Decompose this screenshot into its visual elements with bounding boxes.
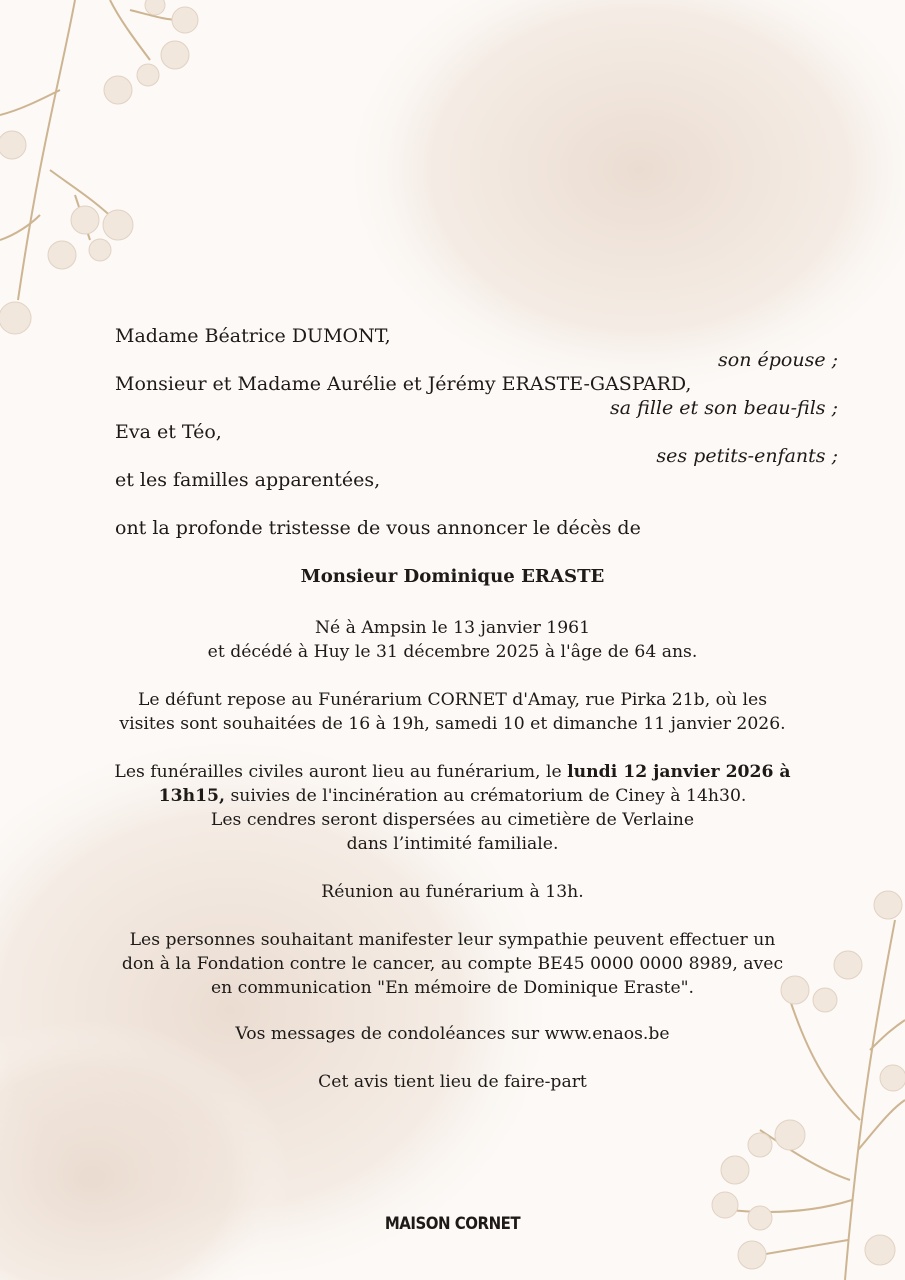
ashes-line-1: Les cendres seront dispersées au cimetière de Verlaine [210,810,695,830]
funeral-text-post: suivies de l'incinération au crématorium de Ciney à 14h30. [225,786,747,806]
relation-spouse: son épouse ; [718,349,838,371]
brand-logo: MAISON CORNET [384,1212,521,1234]
funeral-time-bold: 13h15, [158,786,226,806]
funeral-text-pre: Les funérailles civiles auront lieu au funérarium, le [114,762,568,782]
donation-line-2: don à la Fondation contre le cancer, au compte BE45 0000 0000 8989, avec [121,954,784,974]
family-member-daughter: Monsieur et Madame Aurélie et Jérémy ERASTE-GASPARD, [115,373,692,395]
condolences-line: Vos messages de condoléances sur www.enaos.be [235,1024,670,1044]
meeting-line: Réunion au funérarium à 13h. [321,882,584,902]
notice-line: Cet avis tient lieu de faire-part [318,1072,587,1092]
funeral-date-bold: lundi 12 janvier 2026 à [567,762,791,782]
family-member-grandchildren: Eva et Téo, [115,421,222,443]
rest-line-1: Le défunt repose au Funérarium CORNET d'Amay, rue Pirka 21b, où les [137,690,768,710]
rest-line-2: visites sont souhaitées de 16 à 19h, samedi 10 et dimanche 11 janvier 2026. [119,714,786,734]
donation-line-3: en communication "En mémoire de Dominique Eraste". [210,978,695,998]
donation-line-1: Les personnes souhaitant manifester leur sympathie peuvent effectuer un [129,930,776,950]
birth-line: Né à Ampsin le 13 janvier 1961 [314,618,591,638]
death-line: et décédé à Huy le 31 décembre 2025 à l'âge de 64 ans. [207,642,698,662]
intro-line: ont la profonde tristesse de vous annoncer le décès de [115,517,641,539]
ashes-line-2: dans l’intimité familiale. [346,834,559,854]
family-member-spouse: Madame Béatrice DUMONT, [115,325,391,347]
relation-daughter: sa fille et son beau-fils ; [610,397,838,419]
deceased-name: Monsieur Dominique ERASTE [300,566,605,587]
relatives-line: et les familles apparentées, [115,469,381,491]
relation-grandchildren: ses petits-enfants ; [656,445,838,467]
funeral-line-1 [0,760,905,784]
funeral-line-2 [0,784,905,808]
